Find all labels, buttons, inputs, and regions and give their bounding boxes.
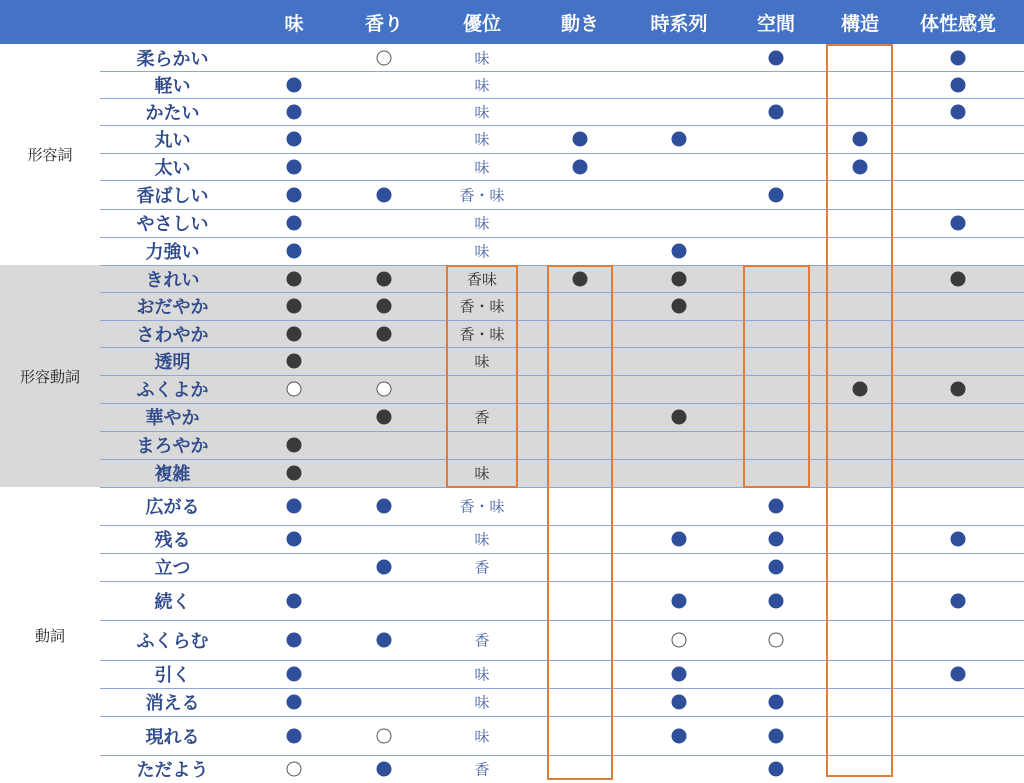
dominance-text: 味 bbox=[474, 727, 490, 745]
filled-circle-mark bbox=[287, 159, 302, 174]
row-word-label: ふくらむ bbox=[136, 631, 209, 652]
row-word-label: 香ばしい bbox=[136, 185, 209, 207]
dominance-text: 香・味 bbox=[459, 497, 505, 516]
filled-circle-mark bbox=[769, 104, 784, 119]
filled-circle-mark bbox=[377, 326, 392, 341]
row-word-label: 力強い bbox=[145, 242, 200, 263]
dominance-text: 香・味 bbox=[459, 297, 505, 316]
filled-circle-mark bbox=[769, 695, 784, 710]
dominance-text: 香 bbox=[474, 760, 490, 779]
row-word-label: さわやか bbox=[136, 324, 209, 346]
row-word-label: 立つ bbox=[154, 558, 191, 579]
filled-circle-mark bbox=[287, 438, 302, 453]
filled-circle-mark bbox=[287, 499, 302, 514]
column-header: 優位 bbox=[462, 12, 502, 35]
column-header: 構造 bbox=[840, 12, 880, 35]
filled-circle-mark bbox=[951, 50, 966, 65]
filled-circle-mark bbox=[672, 667, 687, 682]
filled-circle-mark bbox=[287, 466, 302, 481]
dominance-text: 香 bbox=[474, 631, 490, 650]
filled-circle-mark bbox=[573, 132, 588, 147]
filled-circle-mark bbox=[287, 132, 302, 147]
row-word-label: 引く bbox=[154, 665, 191, 686]
open-circle-mark bbox=[287, 762, 302, 777]
filled-circle-mark bbox=[672, 728, 687, 743]
filled-circle-mark bbox=[377, 762, 392, 777]
filled-circle-mark bbox=[287, 354, 302, 369]
row-word-label: 軽い bbox=[154, 75, 191, 97]
filled-circle-mark bbox=[287, 633, 302, 648]
column-header: 動き bbox=[560, 12, 600, 35]
row-word-label: 消える bbox=[145, 693, 200, 714]
dominance-text: 味 bbox=[474, 214, 490, 233]
row-word-label: まろやか bbox=[136, 436, 209, 457]
row-word-label: 丸い bbox=[154, 130, 191, 151]
dominance-text: 味 bbox=[474, 693, 490, 712]
open-circle-mark bbox=[377, 50, 392, 65]
row-word-label: 柔らかい bbox=[136, 48, 209, 70]
group-label: 形容動詞 bbox=[19, 367, 80, 386]
row-word-label: 複雑 bbox=[154, 464, 191, 485]
filled-circle-mark bbox=[672, 532, 687, 547]
filled-circle-mark bbox=[377, 271, 392, 286]
filled-circle-mark bbox=[287, 728, 302, 743]
dominance-text: 味 bbox=[474, 530, 490, 549]
filled-circle-mark bbox=[377, 633, 392, 648]
filled-circle-mark bbox=[672, 695, 687, 710]
dominance-text: 味 bbox=[474, 103, 490, 121]
dominance-text: 味 bbox=[474, 158, 490, 176]
filled-circle-mark bbox=[377, 299, 392, 314]
group-label: 形容詞 bbox=[27, 146, 73, 164]
highlight-box-structure bbox=[826, 44, 893, 777]
row-word-label: 透明 bbox=[154, 352, 191, 373]
filled-circle-mark bbox=[769, 762, 784, 777]
filled-circle-mark bbox=[769, 532, 784, 547]
dominance-text: 味 bbox=[474, 352, 490, 371]
filled-circle-mark bbox=[951, 271, 966, 286]
row-word-label: 残る bbox=[154, 530, 191, 551]
filled-circle-mark bbox=[672, 410, 687, 425]
filled-circle-mark bbox=[951, 382, 966, 397]
filled-circle-mark bbox=[672, 271, 687, 286]
open-circle-mark bbox=[672, 633, 687, 648]
filled-circle-mark bbox=[951, 532, 966, 547]
dominance-text: 香・味 bbox=[459, 325, 505, 343]
highlight-box-space bbox=[743, 265, 810, 488]
filled-circle-mark bbox=[672, 593, 687, 608]
row-word-label: 華やか bbox=[145, 408, 200, 429]
filled-circle-mark bbox=[287, 695, 302, 710]
row-word-label: おだやか bbox=[136, 297, 209, 318]
column-header: 時系列 bbox=[650, 12, 708, 35]
filled-circle-mark bbox=[769, 499, 784, 514]
column-header: 空間 bbox=[756, 12, 796, 35]
filled-circle-mark bbox=[672, 132, 687, 147]
filled-circle-mark bbox=[287, 271, 302, 286]
row-word-label: かたい bbox=[145, 102, 200, 124]
filled-circle-mark bbox=[287, 77, 302, 92]
row-word-label: 続く bbox=[154, 591, 191, 613]
filled-circle-mark bbox=[377, 410, 392, 425]
row-word-label: 広がる bbox=[145, 497, 200, 518]
row-word-label: ふくよか bbox=[136, 380, 209, 401]
open-circle-mark bbox=[377, 382, 392, 397]
filled-circle-mark bbox=[769, 728, 784, 743]
row-word-label: 太い bbox=[154, 157, 191, 179]
filled-circle-mark bbox=[287, 667, 302, 682]
row-word-label: きれい bbox=[145, 269, 200, 291]
dominance-text: 味 bbox=[474, 76, 490, 94]
column-header: 香り bbox=[364, 12, 404, 35]
filled-circle-mark bbox=[769, 560, 784, 575]
filled-circle-mark bbox=[951, 77, 966, 92]
dominance-text: 味 bbox=[474, 242, 490, 261]
dominance-text: 香 bbox=[474, 558, 490, 577]
filled-circle-mark bbox=[287, 532, 302, 547]
filled-circle-mark bbox=[377, 560, 392, 575]
row-word-label: ただよう bbox=[136, 760, 209, 781]
filled-circle-mark bbox=[287, 244, 302, 259]
dominance-text: 味 bbox=[474, 49, 490, 67]
filled-circle-mark bbox=[951, 593, 966, 608]
filled-circle-mark bbox=[287, 299, 302, 314]
highlight-box-dominance bbox=[446, 265, 518, 488]
filled-circle-mark bbox=[769, 593, 784, 608]
open-circle-mark bbox=[377, 728, 392, 743]
highlight-box-motion bbox=[547, 265, 613, 780]
row-word-label: やさしい bbox=[136, 214, 209, 235]
filled-circle-mark bbox=[287, 104, 302, 119]
dominance-text: 味 bbox=[474, 665, 490, 684]
column-header: 味 bbox=[284, 12, 304, 35]
filled-circle-mark bbox=[769, 50, 784, 65]
column-header: 体性感覚 bbox=[919, 12, 997, 35]
group-label: 動詞 bbox=[34, 626, 65, 645]
dominance-text: 味 bbox=[474, 464, 490, 483]
dominance-text: 香味 bbox=[466, 270, 498, 288]
filled-circle-mark bbox=[951, 667, 966, 682]
filled-circle-mark bbox=[573, 159, 588, 174]
dominance-text: 香・味 bbox=[459, 186, 505, 204]
open-circle-mark bbox=[769, 633, 784, 648]
dominance-text: 香 bbox=[474, 408, 490, 427]
filled-circle-mark bbox=[377, 187, 392, 202]
filled-circle-mark bbox=[287, 216, 302, 231]
filled-circle-mark bbox=[377, 499, 392, 514]
filled-circle-mark bbox=[672, 299, 687, 314]
filled-circle-mark bbox=[672, 244, 687, 259]
row-word-label: 現れる bbox=[145, 726, 200, 748]
filled-circle-mark bbox=[287, 187, 302, 202]
open-circle-mark bbox=[287, 382, 302, 397]
filled-circle-mark bbox=[287, 326, 302, 341]
filled-circle-mark bbox=[287, 593, 302, 608]
filled-circle-mark bbox=[769, 187, 784, 202]
filled-circle-mark bbox=[951, 216, 966, 231]
dominance-text: 味 bbox=[474, 130, 490, 149]
filled-circle-mark bbox=[951, 104, 966, 119]
